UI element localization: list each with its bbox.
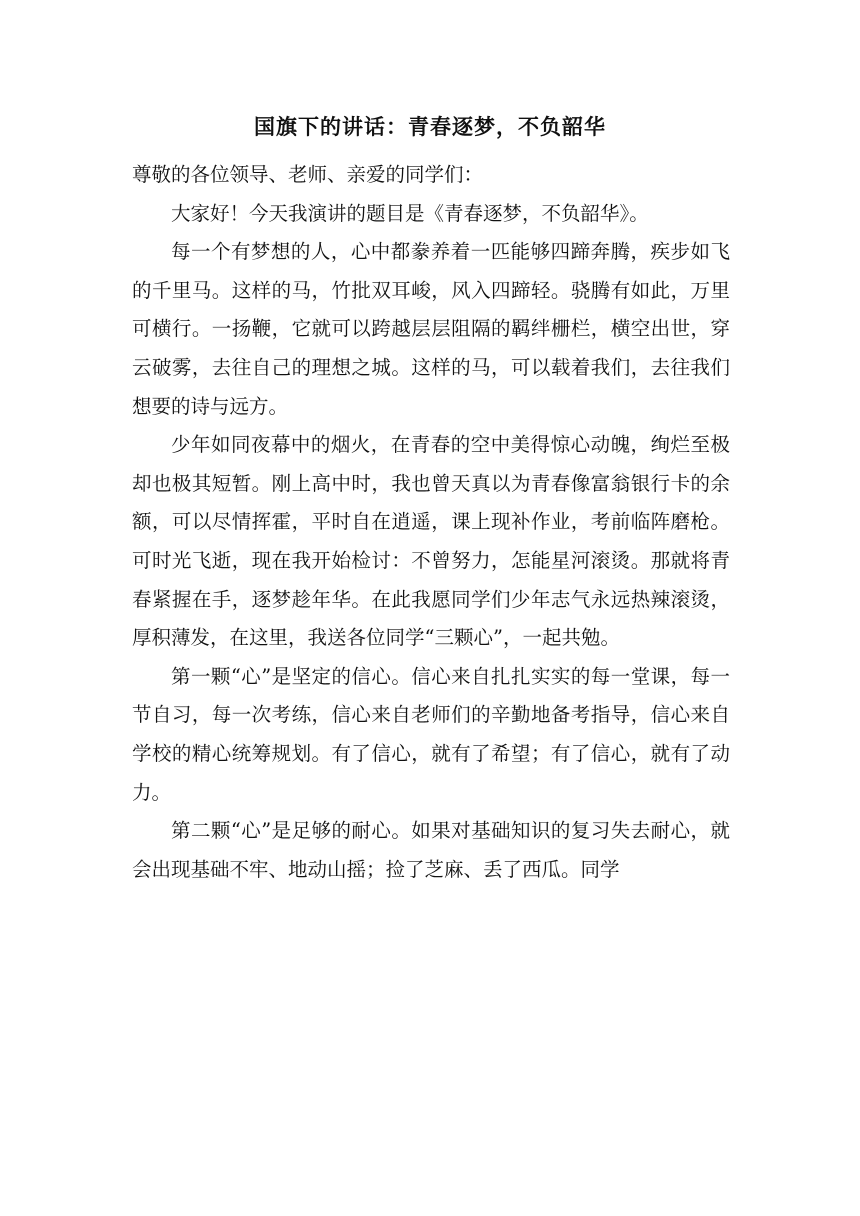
paragraph-first-heart: 第一颗“心”是坚定的信心。信心来自扎扎实实的每一堂课，每一节自习，每一次考练，信心来自老师们的辛勤地备考指导，信心来自学校的精心统筹规划。有了信心，就有了希望；有了信心，就有了动力。: [132, 664, 730, 804]
paragraph-dream-horse: 每一个有梦想的人，心中都豢养着一匹能够四蹄奔腾，疾步如飞的千里马。这样的马，竹批双耳峻，风入四蹄轻。骁腾有如此，万里可横行。一扬鞭，它就可以跨越层层阻隔的羁绊栅栏，横空出世，穿云破雾，去往自己的理想之城。这样的马，可以载着我们，去往我们想要的诗与远方。: [132, 240, 730, 418]
document-body: [132, 156, 730, 889]
document-title: 国旗下的讲话：青春逐梦，不负韶华: [254, 115, 606, 139]
paragraph-youth-fireworks: 少年如同夜幕中的烟火，在青春的空中美得惊心动魄，绚烂至极却也极其短暂。刚上高中时，我也曾天真以为青春像富翁银行卡的余额，可以尽情挥霍，平时自在逍遥，课上现补作业，考前临阵磨枪。可时光飞逝，现在我开始检讨：不曾努力，怎能星河滚烫。那就将青春紧握在手，逐梦趁年华。在此我愿同学们少年志气永远热辣滚烫，厚积薄发，在这里，我送各位同学“三颗心”，一起共勉。: [132, 433, 730, 650]
salutation: 尊敬的各位领导、老师、亲爱的同学们：: [132, 163, 484, 186]
paragraph-greeting: 大家好！今天我演讲的题目是《青春逐梦，不负韶华》。: [171, 201, 649, 225]
paragraph-second-heart: 第二颗“心”是足够的耐心。如果对基础知识的复习失去耐心，就会出现基础不牢、地动山摇；捡了芝麻、丢了西瓜。同学: [132, 819, 730, 881]
